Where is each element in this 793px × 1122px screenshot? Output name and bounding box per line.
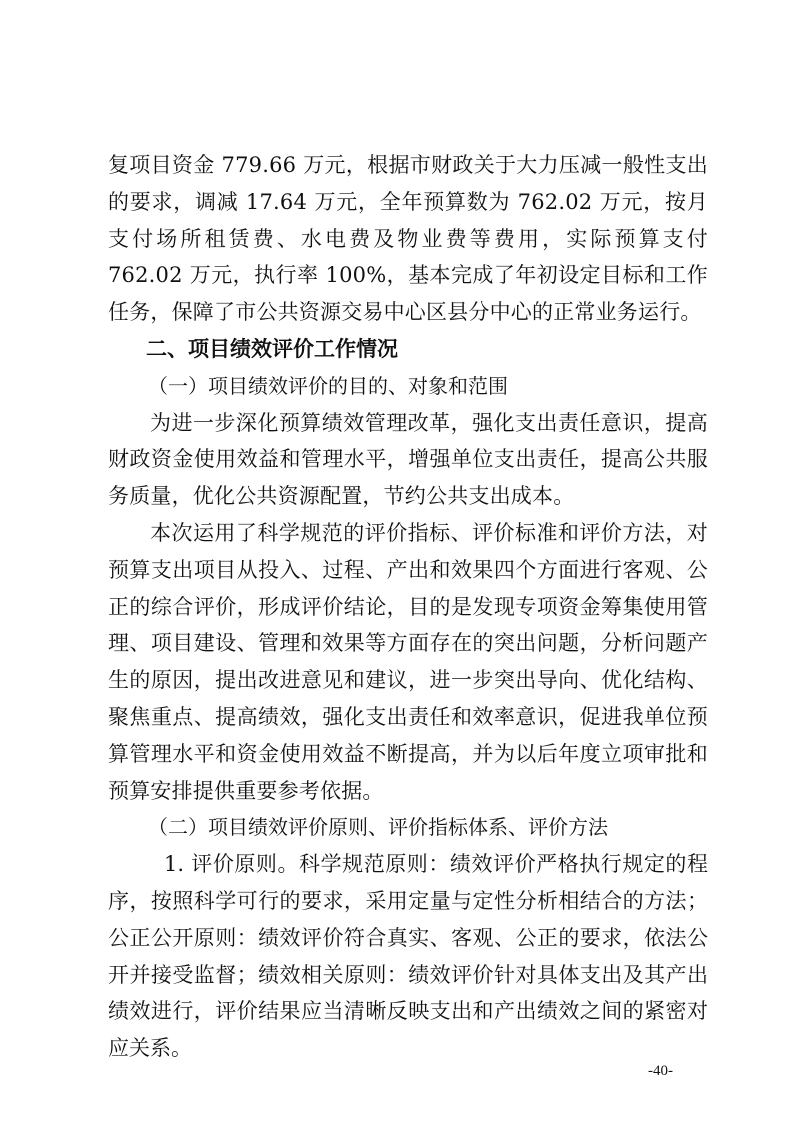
document-body — [108, 147, 708, 1067]
paragraph-budget-execution: 复项目资金 779.66 万元，根据市财政关于大力压减一般性支出的要求，调减 17.64 万元，全年预算数为 762.02 万元，按月支付场所租赁费、水电费及物业费等费用，实际预算支付 762.02 万元，执行率 100%，基本完成了年初设定目标和工作任务，保障了市公共资源交易中心区县分中心的正常业务运行。 — [108, 153, 708, 325]
subsection-heading-2: （二）项目绩效评价原则、评价指标体系、评价方法 — [148, 815, 608, 840]
section-heading-2: 二、项目绩效评价工作情况 — [146, 336, 398, 361]
paragraph-scope: 本次运用了科学规范的评价指标、评价标准和评价方法，对预算支出项目从投入、过程、产出和效果四个方面进行客观、公正的综合评价，形成评价结论，目的是发现专项资金筹集使用管理、项目建设、管理和效果等方面存在的突出问题，分析问题产生的原因，提出改进意见和建议，进一步突出导向、优化结构、聚焦重点、提高绩效，强化支出责任和效率意识，促进我单位预算管理水平和资金使用效益不断提高，并为以后年度立项审批和预算安排提供重要参考依据。 — [108, 520, 708, 803]
paragraph-purpose: 为进一步深化预算绩效管理改革，强化支出责任意识，提高财政资金使用效益和管理水平，增强单位支出责任，提高公共服务质量，优化公共资源配置，节约公共支出成本。 — [108, 410, 708, 509]
paragraph-evaluation-principles: 1. 评价原则。科学规范原则：绩效评价严格执行规定的程序，按照科学可行的要求，采用定量与定性分析相结合的方法；公正公开原则：绩效评价符合真实、客观、公正的要求，依法公开并接受监督；绩效相关原则：绩效评价针对具体支出及其产出绩效进行，评价结果应当清晰反映支出和产出绩效之间的紧密对应关系。 — [108, 852, 708, 1061]
subsection-heading-1: （一）项目绩效评价的目的、对象和范围 — [148, 373, 508, 398]
page-number: -40- — [648, 1063, 673, 1079]
